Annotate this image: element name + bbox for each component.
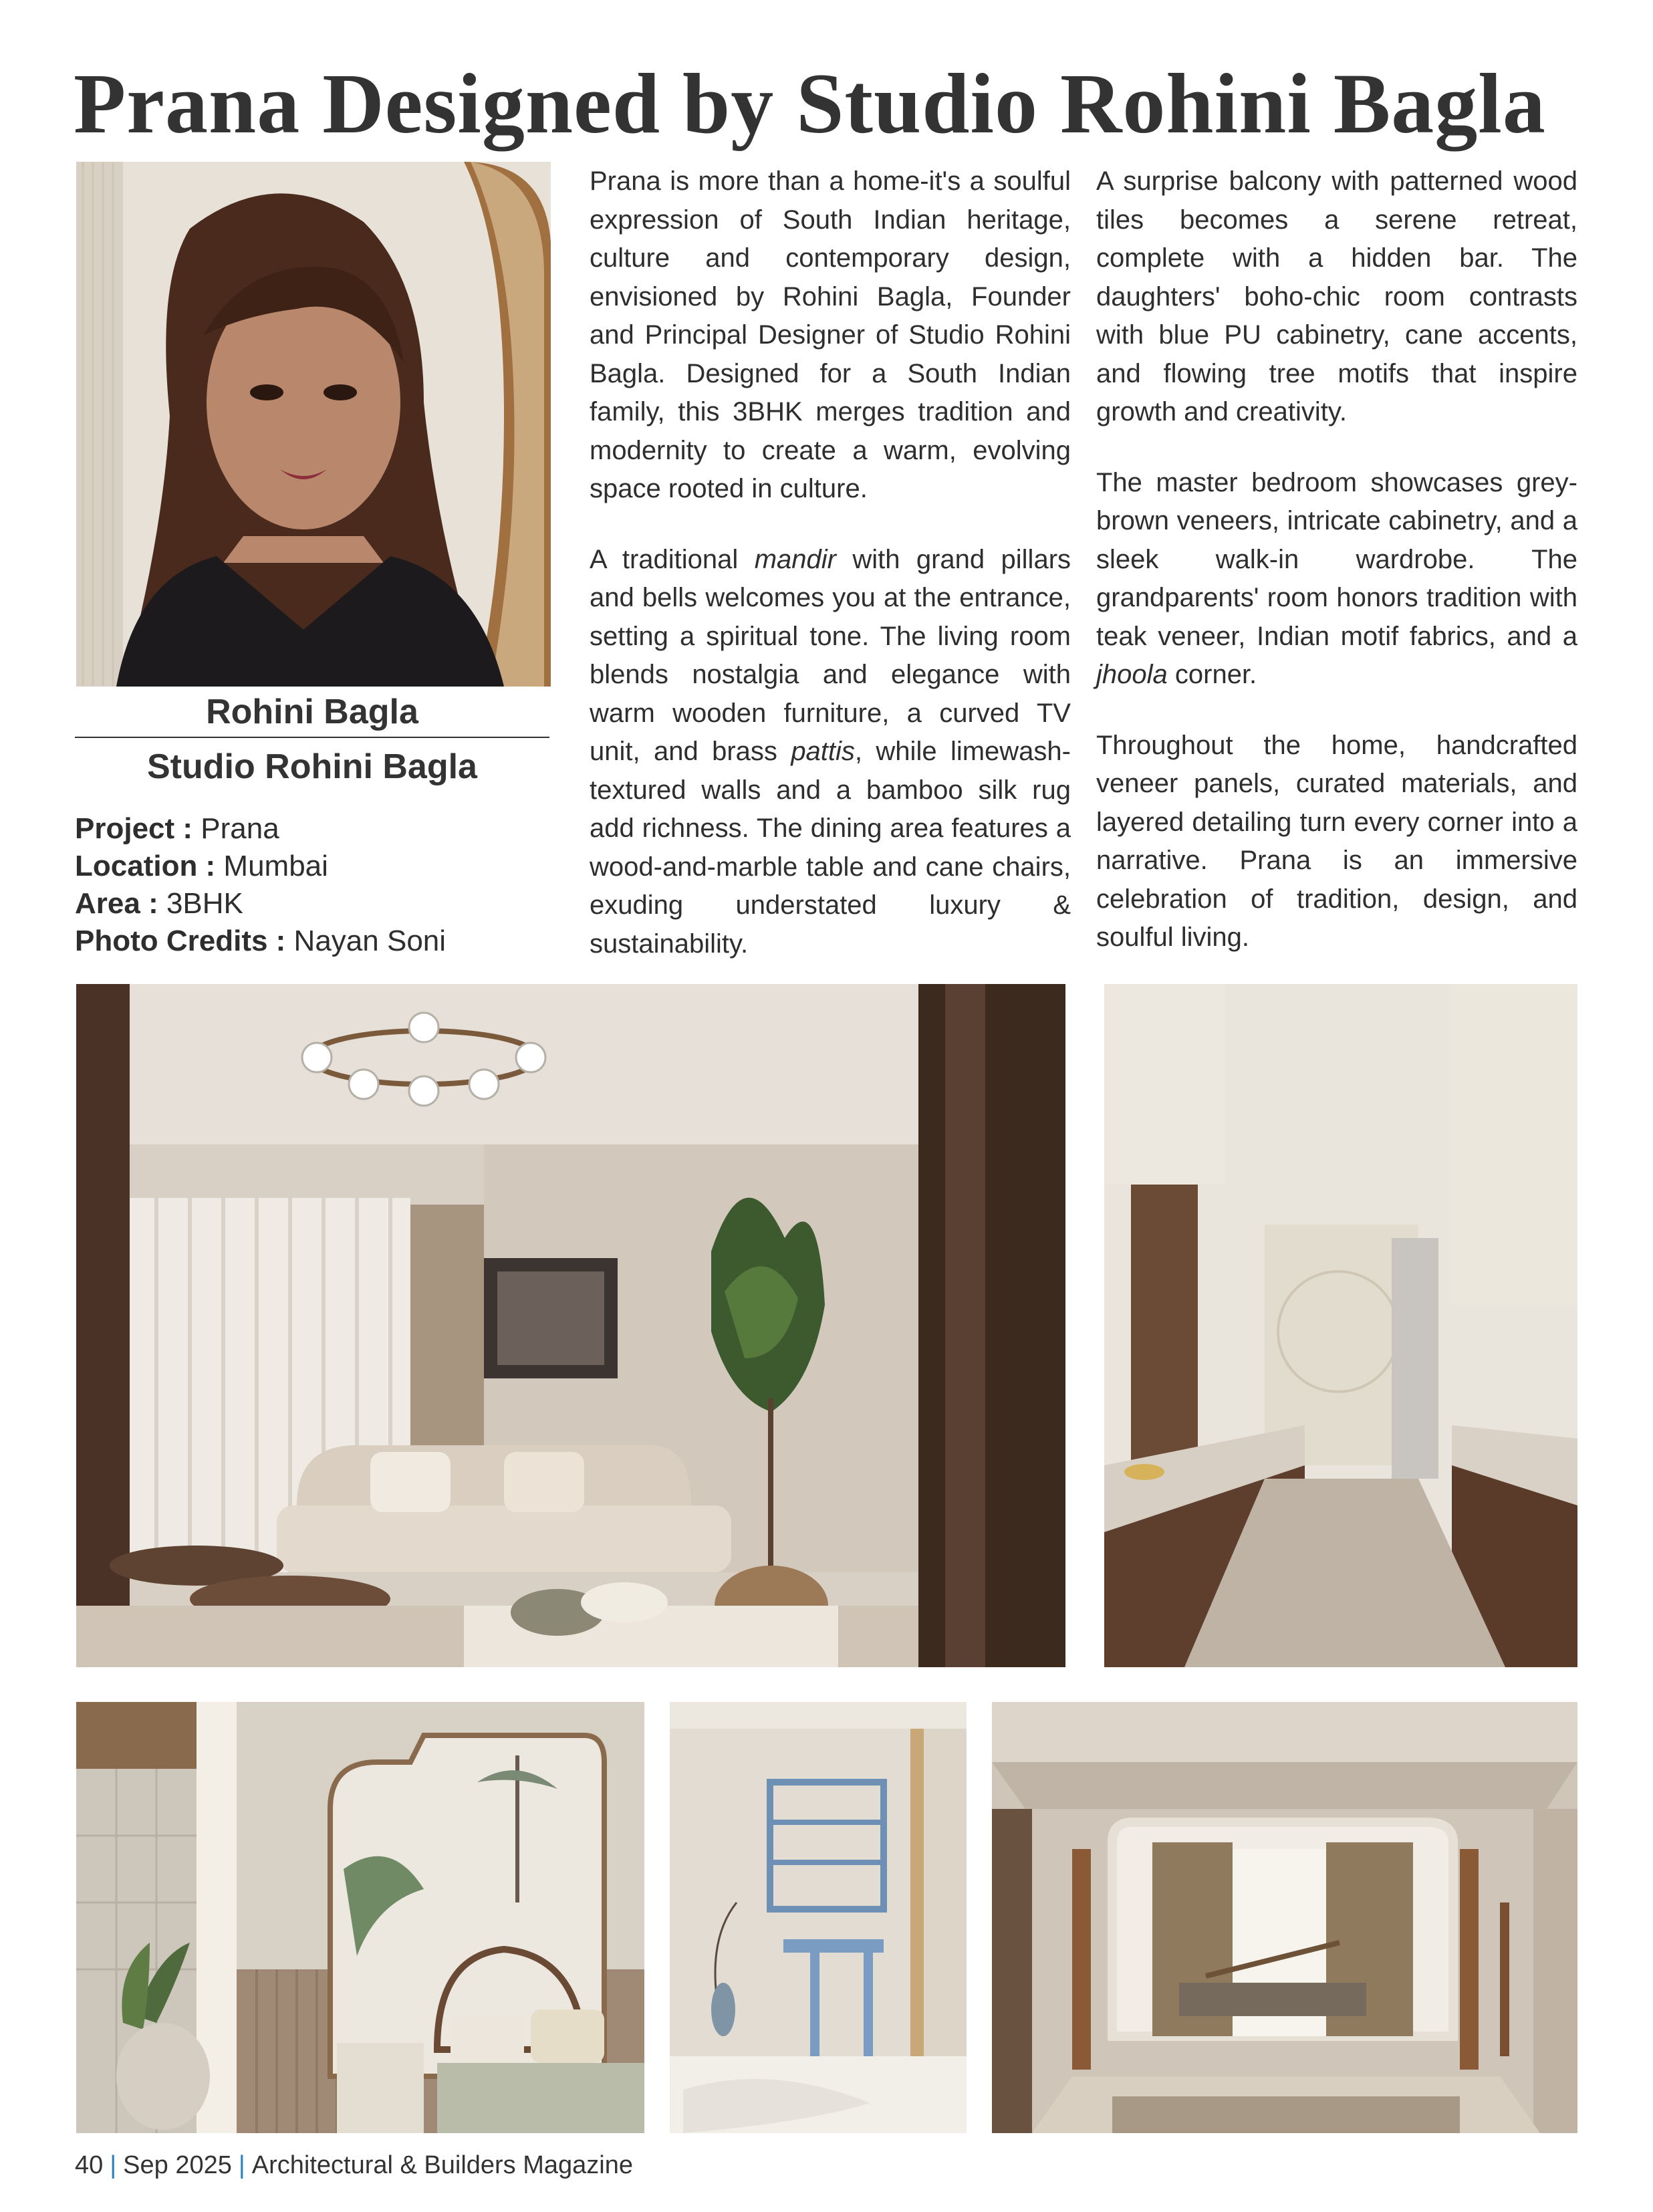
study-corner-photo (670, 1702, 967, 2133)
text-run: A traditional (590, 544, 755, 574)
text-run: corner. (1167, 660, 1257, 689)
detail-photo-credits (75, 923, 556, 960)
detail-label: Area : (75, 887, 158, 920)
paragraph: Throughout the home, handcrafted veneer panels, curated materials, and layered detailing turn every corner into a narrative. Prana is an immersive celebration of tradition, design, and soulful living. (1096, 730, 1577, 952)
issue-date: Sep 2025 (123, 2151, 232, 2179)
master-bedroom-photo (992, 1702, 1577, 2133)
text-run: with grand pillars and bells welcomes you at the entrance, setting a spiritual tone. The living room blends nostalgia and elegance with warm wooden furniture, a curved TV unit, and brass (590, 544, 1071, 766)
magazine-name: Architectural & Builders Magazine (251, 2151, 634, 2179)
detail-value: 3BHK (158, 887, 243, 920)
studio-name: Studio Rohini Bagla (147, 747, 477, 786)
detail-value: Nayan Soni (285, 925, 447, 957)
paragraph: Prana is more than a home-it's a soulful expression of South Indian heritage, culture and contemporary design, envisioned by Rohini Bagla, Founder and Principal Designer of Studio Rohini Bagla. Designed for a South Indian family, this 3BHK merges tradition and modernity to create a warm, evolving space rooted in culture. (590, 166, 1071, 503)
name-divider (75, 737, 549, 738)
kitchen-photo (1104, 984, 1577, 1667)
daughters-bedroom-photo (76, 1702, 644, 2133)
article-title: Prana Designed by Studio Rohini Bagla (74, 56, 1546, 151)
living-room-photo (76, 984, 1065, 1667)
article-column-2 (1096, 162, 1577, 957)
detail-area (75, 885, 556, 923)
detail-label: Location : (75, 850, 216, 882)
page-number: 40 (75, 2151, 104, 2179)
italic-term: mandir (754, 544, 836, 574)
project-details (75, 810, 556, 960)
detail-value: Mumbai (215, 850, 328, 882)
detail-label: Photo Credits : (75, 925, 286, 957)
designer-name: Rohini Bagla (206, 693, 418, 731)
detail-location (75, 848, 556, 885)
italic-term: pattis (791, 737, 855, 766)
paragraph: A surprise balcony with patterned wood tiles becomes a serene retreat, complete with a hidden bar. The daughters' boho-chic room contrasts with blue PU cabinetry, cane accents, and flowing tree motifs that inspire growth and creativity. (1096, 166, 1577, 426)
paragraph (590, 541, 1071, 964)
article-column-1 (590, 162, 1071, 963)
paragraph (1096, 464, 1577, 695)
detail-project (75, 810, 556, 848)
footer-separator: | (238, 2151, 245, 2179)
italic-term: jhoola (1096, 660, 1168, 689)
detail-label: Project : (75, 812, 193, 845)
footer-separator: | (110, 2151, 117, 2179)
page-footer (75, 2151, 633, 2180)
text-run: The master bedroom showcases grey-brown veneers, intricate cabinetry, and a sleek walk-in wardrobe. The grandparents' room honors tradition with teak veneer, Indian motif fabrics, and a (1096, 467, 1577, 651)
text-run: , while limewash-textured walls and a bamboo silk rug add richness. The dining area features a wood-and-marble table and cane chairs, exuding understated luxury & sustainability. (590, 737, 1071, 959)
detail-value: Prana (193, 812, 279, 845)
designer-portrait-photo (76, 162, 551, 687)
